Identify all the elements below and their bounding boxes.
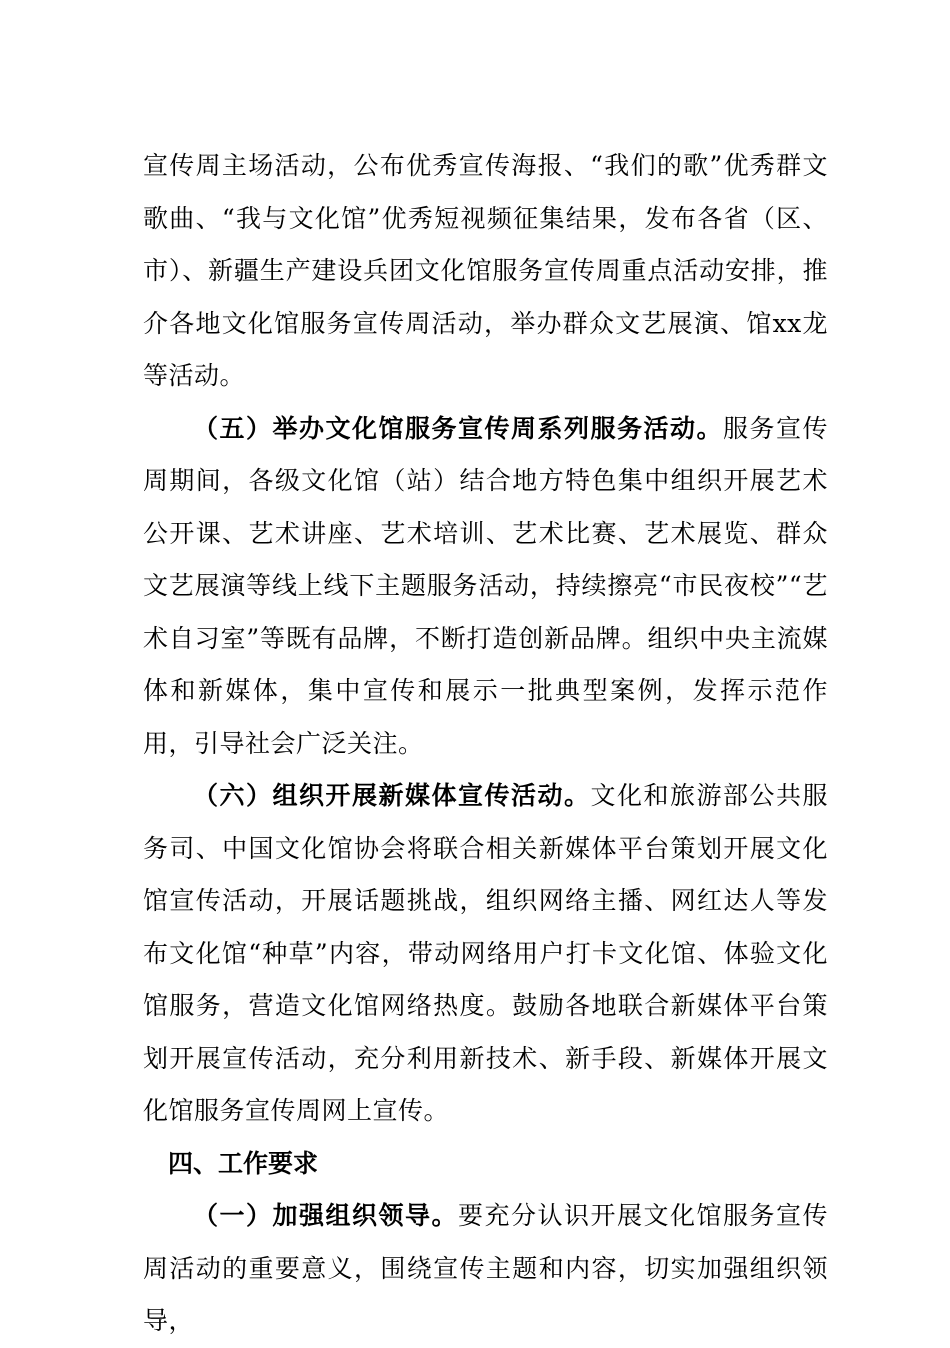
paragraph-item-6 [143, 770, 828, 1138]
paragraph-text: 宣传周主场活动，公布优秀宣传海报、“我们的歌”优秀群文歌曲、“我与文化馆”优秀短视频征集结果，发布各省（区、市）、新疆生产建设兵团文化馆服务宣传周重点活动安排，推介各地文化馆服务宣传周活动，举办群众文艺展演、馆xx龙等活动。 [143, 151, 828, 390]
paragraph-lead: （五）举办文化馆服务宣传周系列服务活动。 [193, 413, 723, 443]
paragraph-text: 文化和旅游部公共服务司、中国文化馆协会将联合相关新媒体平台策划开展文化馆宣传活动，开展话题挑战，组织网络主播、网红达人等发布文化馆“种草”内容，带动网络用户打卡文化馆、体验文化馆服务，营造文化馆网络热度。鼓励各地联合新媒体平台策划开展宣传活动，充分利用新技术、新手段、新媒体开展文化馆服务宣传周网上宣传。 [143, 781, 828, 1125]
paragraph-lead: （一）加强组织领导。 [193, 1201, 458, 1230]
paragraph-text: 服务宣传周期间，各级文化馆（站）结合地方特色集中组织开展艺术公开课、艺术讲座、艺术培训、艺术比赛、艺术展览、群众文艺展演等线上线下主题服务活动，持续擦亮“市民夜校”“艺术自习室”等既有品牌，不断打造创新品牌。组织中央主流媒体和新媒体，集中宣传和展示一批典型案例，发挥示范作用，引导社会广泛关注。 [143, 413, 828, 758]
paragraph-item-5 [143, 403, 828, 771]
paragraph-requirement-1 [143, 1190, 828, 1348]
paragraph-lead: （六）组织开展新媒体宣传活动。 [193, 781, 591, 810]
paragraph-text: 要充分认识开展文化馆服务宣传周活动的重要意义，围绕宣传主题和内容，切实加强组织领导， [143, 1201, 828, 1335]
document-body [143, 140, 828, 1348]
section-heading: 四、工作要求 [168, 1148, 319, 1178]
paragraph-continuation [143, 140, 828, 403]
